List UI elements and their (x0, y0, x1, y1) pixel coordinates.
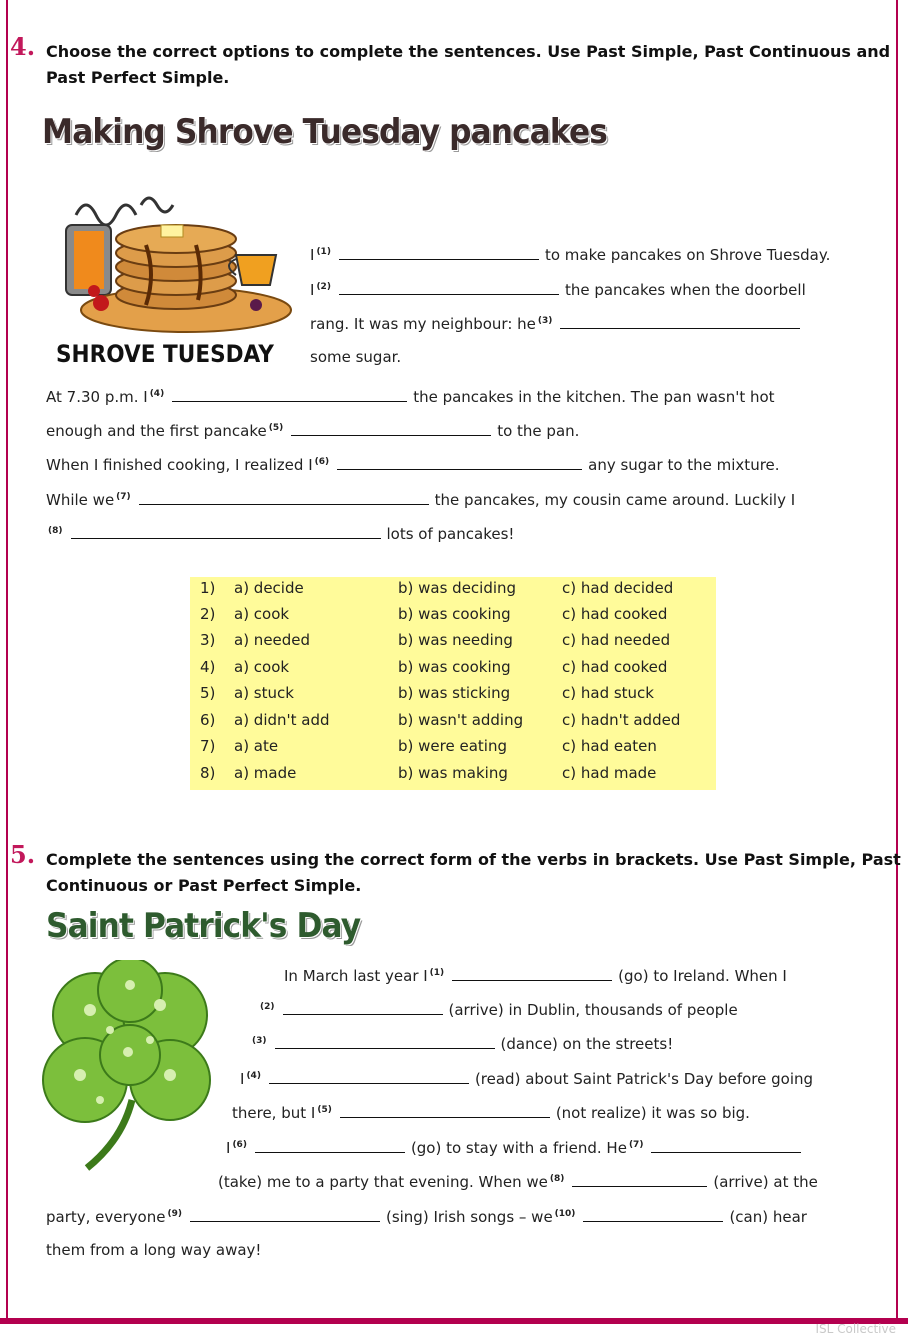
option-5a[interactable]: a) stuck (234, 684, 294, 702)
option-1c[interactable]: c) had decided (562, 579, 674, 597)
exercise-4-instruction-line-2: Past Perfect Simple. (46, 68, 230, 87)
shrove-tuesday-caption: SHROVE TUESDAY (56, 340, 274, 368)
answer-blank-5-4[interactable] (269, 1069, 469, 1084)
ex4-line-9: $^{(8)}$ lots of pancakes! (48, 525, 515, 543)
exercise-4-number: 4. (10, 32, 36, 61)
option-7a[interactable]: a) ate (234, 737, 279, 755)
option-5c[interactable]: c) had stuck (562, 684, 654, 702)
option-3a[interactable]: a) needed (234, 631, 311, 649)
option-7b[interactable]: b) were eating (398, 737, 507, 755)
answer-blank-5-9[interactable] (190, 1207, 380, 1222)
ex5-line-5: there, but I $^{(5)}$ (not realize) it was so big. (232, 1104, 750, 1122)
option-5b[interactable]: b) was sticking (398, 684, 511, 702)
answer-blank-5-3[interactable] (275, 1034, 495, 1049)
exercise-5-instruction-line-2: Continuous or Past Perfect Simple. (46, 876, 362, 895)
option-4c[interactable]: c) had cooked (562, 658, 668, 676)
option-row-7: 7) a) ate b) were eating c) had eaten (200, 737, 657, 755)
option-6b[interactable]: b) wasn't adding (398, 711, 524, 729)
answer-blank-4-2[interactable] (339, 280, 559, 295)
ex4-line-6: enough and the first pancake $^{(5)}$ to the pan. (46, 422, 580, 440)
option-1b[interactable]: b) was deciding (398, 579, 517, 597)
watermark: ISL Collective (815, 1322, 896, 1336)
saint-patricks-title: Saint Patrick's Day (46, 906, 361, 946)
ex4-line-4: some sugar. (310, 348, 402, 366)
ex5-line-7: (take) me to a party that evening. When we $^{(8)}$ (arrive) at the (218, 1173, 818, 1191)
answer-blank-5-10[interactable] (583, 1207, 723, 1222)
option-7c[interactable]: c) had eaten (562, 737, 657, 755)
exercise-5-instruction-line-1: Complete the sentences using the correct form of the verbs in brackets. Use Past Simple, Past (46, 850, 901, 869)
option-row-6: 6) a) didn't add b) wasn't adding c) hadn't added (200, 711, 681, 729)
option-6a[interactable]: a) didn't add (234, 711, 330, 729)
answer-blank-4-8[interactable] (71, 524, 381, 539)
ex5-line-2: $^{(2)}$ (arrive) in Dublin, thousands of people (260, 1001, 738, 1019)
option-row-5: 5) a) stuck b) was sticking c) had stuck (200, 684, 654, 702)
answer-blank-4-6[interactable] (337, 455, 582, 470)
shamrock-illustration (40, 960, 220, 1175)
ex4-line-5: At 7.30 p.m. I $^{(4)}$ the pancakes in the kitchen. The pan wasn't hot (46, 388, 775, 406)
answer-blank-4-1[interactable] (339, 245, 539, 260)
ex5-line-8: party, everyone $^{(9)}$ (sing) Irish songs – we $^{(10)}$ (can) hear (46, 1208, 807, 1226)
answer-blank-4-4[interactable] (172, 387, 407, 402)
option-8a[interactable]: a) made (234, 764, 297, 782)
answer-blank-5-7[interactable] (651, 1138, 801, 1153)
option-3b[interactable]: b) was needing (398, 631, 513, 649)
option-8c[interactable]: c) had made (562, 764, 657, 782)
ex4-line-1: I $^{(1)}$ to make pancakes on Shrove Tuesday. (310, 246, 831, 264)
answer-blank-5-1[interactable] (452, 966, 612, 981)
option-8b[interactable]: b) was making (398, 764, 508, 782)
ex5-line-9: them from a long way away! (46, 1241, 262, 1259)
ex5-line-6: I $^{(6)}$ (go) to stay with a friend. He $^{(7)}$ (226, 1138, 807, 1157)
ex5-line-4: I $^{(4)}$ (read) about Saint Patrick's Day before going (240, 1070, 814, 1088)
answer-blank-5-6[interactable] (255, 1138, 405, 1153)
answer-blank-5-5[interactable] (340, 1103, 550, 1118)
option-6c[interactable]: c) hadn't added (562, 711, 681, 729)
option-row-8: 8) a) made b) was making c) had made (200, 764, 657, 782)
answer-blank-5-2[interactable] (283, 1000, 443, 1015)
option-2b[interactable]: b) was cooking (398, 605, 511, 623)
option-row-3: 3) a) needed b) was needing c) had needed (200, 631, 671, 649)
option-row-4: 4) a) cook b) was cooking c) had cooked (200, 658, 668, 676)
option-row-1: 1) a) decide b) was deciding c) had decided (200, 579, 674, 597)
option-4b[interactable]: b) was cooking (398, 658, 511, 676)
ex4-line-2: I $^{(2)}$ the pancakes when the doorbell (310, 281, 806, 299)
option-2a[interactable]: a) cook (234, 605, 290, 623)
bottom-border (0, 1318, 908, 1324)
option-3c[interactable]: c) had needed (562, 631, 671, 649)
answer-blank-4-5[interactable] (291, 421, 491, 436)
ex5-line-3: $^{(3)}$ (dance) on the streets! (252, 1035, 674, 1053)
pancakes-title: Making Shrove Tuesday pancakes (42, 112, 607, 152)
ex4-line-3: rang. It was my neighbour: he $^{(3)}$ (310, 314, 806, 333)
answer-blank-4-7[interactable] (139, 490, 429, 505)
option-2c[interactable]: c) had cooked (562, 605, 668, 623)
options-table (190, 577, 716, 790)
exercise-5-number: 5. (10, 840, 36, 869)
option-4a[interactable]: a) cook (234, 658, 290, 676)
answer-blank-4-3[interactable] (560, 314, 800, 329)
ex5-line-1: In March last year I $^{(1)}$ (go) to Ireland. When I (284, 967, 787, 985)
option-row-2: 2) a) cook b) was cooking c) had cooked (200, 605, 668, 623)
option-1a[interactable]: a) decide (234, 579, 304, 597)
exercise-4-instruction-line-1: Choose the correct options to complete the sentences. Use Past Simple, Past Continuous and (46, 42, 891, 61)
answer-blank-5-8[interactable] (572, 1172, 707, 1187)
ex4-line-8: While we $^{(7)}$ the pancakes, my cousin came around. Luckily I (46, 491, 796, 509)
ex4-line-7: When I finished cooking, I realized I $^{(6)}$ any sugar to the mixture. (46, 456, 780, 474)
